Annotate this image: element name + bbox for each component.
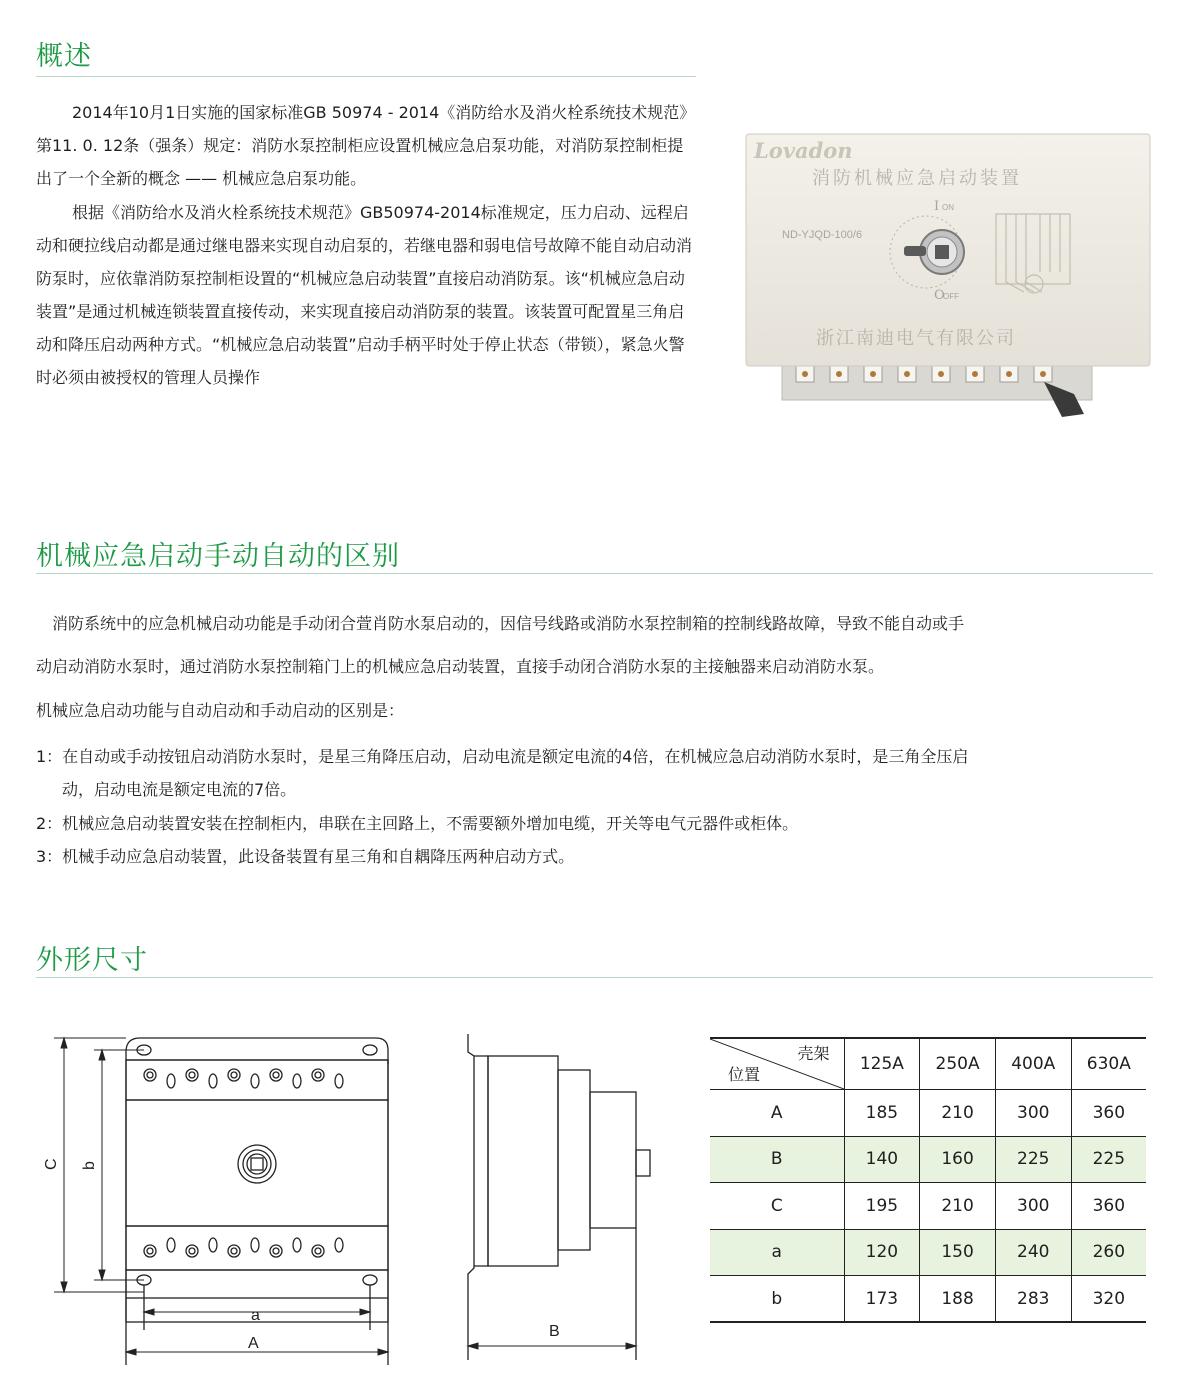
table-cell: 360 [1071, 1090, 1146, 1137]
product-off-label: OFF [943, 292, 959, 301]
column-header: 125A [844, 1038, 920, 1090]
dimensions-rule [36, 977, 1153, 978]
svg-text:I: I [934, 199, 940, 214]
difference-rule [36, 573, 1153, 574]
table-row [710, 1276, 1146, 1323]
table-cell: 300 [995, 1090, 1071, 1137]
front-label-A: A [248, 1335, 259, 1352]
table-cell: 240 [995, 1229, 1071, 1276]
table-cell: 360 [1071, 1183, 1146, 1230]
table-cell: 210 [920, 1090, 996, 1137]
row-label: C [770, 1195, 783, 1216]
difference-item-1-line-1: 1：在自动或手动按钮启动消防水泵时，是星三角降压启动，启动电流是额定电流的4倍，在机械应急启动消防水泵时，是三角全压启 [36, 747, 969, 766]
difference-item-3: 3：机械手动应急启动装置，此设备装置有星三角和自耦降压两种启动方式。 [36, 847, 575, 866]
difference-item-2: 2：机械应急启动装置安装在控制柜内，串联在主回路上，不需要额外增加电缆，开关等电气元器件或柜体。 [36, 814, 799, 833]
front-label-a: a [251, 1307, 260, 1324]
row-label: A [770, 1102, 783, 1123]
product-photo [744, 132, 1164, 422]
product-model: ND-YJQD-100/6 [782, 229, 863, 241]
table-cell: 225 [1071, 1136, 1146, 1183]
overview-paragraph-1: 2014年10月1日实施的国家标准GB 50974 - 2014《消防给水及消火栓系统技术规范》第11. 0. 12条（强条）规定：消防水泵控制柜应设置机械应急启泵功能，对消防泵控制柜提出了一个全新的概念 —— 机械应急启泵功能。 [36, 103, 696, 188]
table-row [710, 1136, 1146, 1183]
difference-item-1-line-2: 动，启动电流是额定电流的7倍。 [62, 780, 297, 799]
overview-rule [36, 76, 696, 77]
dimensions-title: 外形尺寸 [36, 945, 148, 976]
table-header-row [710, 1038, 1146, 1090]
difference-title: 机械应急启动手动自动的区别 [36, 541, 400, 572]
overview-paragraph-2: 根据《消防给水及消火栓系统技术规范》GB50974-2014标准规定，压力启动、远程启动和硬拉线启动都是通过继电器来实现自动启泵的，若继电器和弱电信号故障不能自动启动消防泵时，应依靠消防泵控制柜设置的“机械应急启动装置”直接启动消防泵。该“机械应急启动装置”是通过机械连锁装置直接传动，来实现直接启动消防泵的装置。该装置可配置星三角启动和降压启动两种方式。“机械应急启动装置”启动手柄平时处于停止状态（带锁），紧急火警时必须由被授权的管理人员操作 [36, 203, 693, 387]
column-header: 250A [920, 1038, 996, 1090]
table-corner-cell [710, 1038, 844, 1090]
table-cell: 320 [1071, 1276, 1146, 1323]
overview-title: 概述 [36, 41, 92, 72]
table-cell: 140 [844, 1136, 920, 1183]
table-cell: 120 [844, 1229, 920, 1276]
difference-intro-line-1: 消防系统中的应急机械启动功能是手动闭合萱肖防水泵启动的，因信号线路或消防水泵控制箱的控制线路故障，导致不能自动或手 [52, 614, 965, 633]
table-cell: 195 [844, 1183, 920, 1230]
dimension-table [710, 1037, 1146, 1323]
table-row [710, 1229, 1146, 1276]
product-brand: Lovadon [754, 138, 853, 163]
svg-text:O: O [934, 288, 945, 303]
table-cell: 260 [1071, 1229, 1146, 1276]
table-row [710, 1183, 1146, 1230]
column-header: 400A [995, 1038, 1071, 1090]
product-on-label: ON [942, 203, 954, 212]
side-label-B: B [549, 1323, 560, 1340]
product-name: 消防机械应急启动装置 [812, 168, 1022, 189]
table-cell: 188 [920, 1276, 996, 1323]
table-cell: 300 [995, 1183, 1071, 1230]
row-label: b [771, 1288, 783, 1309]
front-label-C: C [43, 1158, 60, 1170]
corner-label-frame: 壳架 [797, 1044, 830, 1063]
table-cell: 283 [995, 1276, 1071, 1323]
table-cell: 210 [920, 1183, 996, 1230]
table-cell: 173 [844, 1276, 920, 1323]
table-cell: 185 [844, 1090, 920, 1137]
corner-label-position: 位置 [728, 1065, 761, 1084]
table-row [710, 1090, 1146, 1137]
front-label-b: b [81, 1161, 98, 1170]
difference-lead: 机械应急启动功能与自动启动和手动启动的区别是： [36, 701, 405, 720]
row-label: B [770, 1149, 783, 1170]
row-label: a [771, 1242, 782, 1263]
product-maker: 浙江南迪电气有限公司 [816, 328, 1016, 349]
column-header: 630A [1071, 1038, 1146, 1090]
front-view-drawing [40, 1030, 400, 1365]
table-cell: 160 [920, 1136, 996, 1183]
side-view-drawing [460, 1030, 660, 1360]
table-cell: 150 [920, 1229, 996, 1276]
table-cell: 225 [995, 1136, 1071, 1183]
difference-intro-line-2: 动启动消防水泵时，通过消防水泵控制箱门上的机械应急启动装置，直接手动闭合消防水泵的主接触器来启动消防水泵。 [36, 657, 885, 676]
